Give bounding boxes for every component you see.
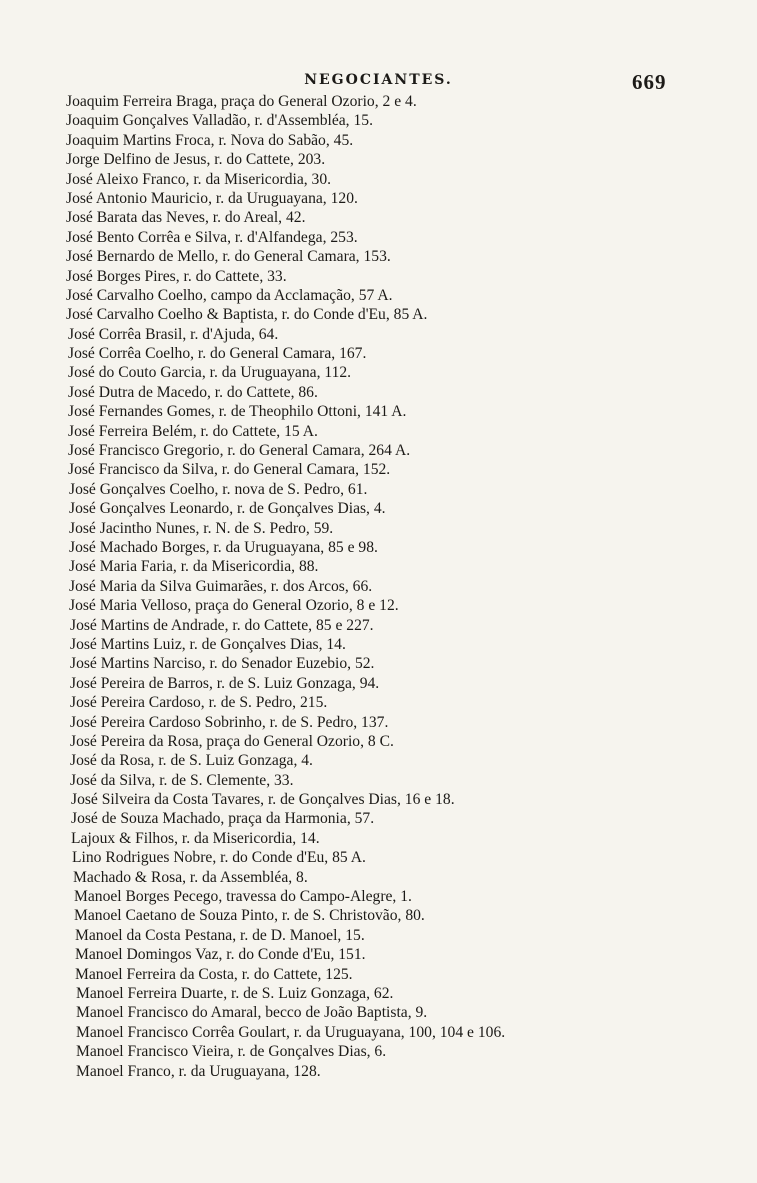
list-item: José Machado Borges, r. da Uruguayana, 85 e 98.	[69, 538, 378, 556]
list-item: José Jacintho Nunes, r. N. de S. Pedro, 59.	[69, 519, 334, 537]
list-item: Lino Rodrigues Nobre, r. do Conde d'Eu, 85 A.	[72, 849, 366, 867]
list-item: Manoel Ferreira Duarte, r. de S. Luiz Gonzaga, 62.	[76, 984, 394, 1002]
list-item: José Pereira da Rosa, praça do General Ozorio, 8 C.	[70, 732, 394, 750]
page-title: NEGOCIANTES.	[304, 72, 453, 88]
list-item: José Bernardo de Mello, r. do General Camara, 153.	[66, 248, 391, 266]
list-item: Joaquim Ferreira Braga, praça do General Ozorio, 2 e 4.	[66, 93, 417, 110]
list-item: José Silveira da Costa Tavares, r. de Gonçalves Dias, 16 e 18.	[71, 791, 455, 809]
list-item: José da Rosa, r. de S. Luiz Gonzaga, 4.	[70, 752, 313, 770]
list-item: José Bento Corrêa e Silva, r. d'Alfandega, 253.	[66, 228, 358, 246]
list-item: José de Souza Machado, praça da Harmonia, 57.	[71, 810, 375, 828]
list-item: Manoel Caetano de Souza Pinto, r. de S. Christovão, 80.	[74, 907, 425, 925]
list-item: Manoel Borges Pecego, travessa do Campo-Alegre, 1.	[74, 888, 412, 906]
list-item: José Gonçalves Leonardo, r. de Gonçalves Dias, 4.	[69, 500, 386, 518]
list-item: José Gonçalves Coelho, r. nova de S. Pedro, 61.	[69, 480, 368, 498]
list-item: José Maria Velloso, praça do General Ozorio, 8 e 12.	[69, 597, 399, 615]
page-number: 669	[632, 70, 667, 94]
list-item: José Corrêa Brasil, r. d'Ajuda, 64.	[68, 325, 279, 343]
list-item: Joaquim Martins Froca, r. Nova do Sabão, 45.	[66, 131, 354, 149]
list-item: José Martins Luiz, r. de Gonçalves Dias, 14.	[70, 635, 346, 653]
list-item: Manoel Domingos Vaz, r. do Conde d'Eu, 151.	[75, 946, 366, 964]
list-item: José Maria da Silva Guimarães, r. dos Arcos, 66.	[69, 577, 373, 595]
list-item: José Ferreira Belém, r. do Cattete, 15 A.	[68, 422, 318, 440]
list-item: José da Silva, r. de S. Clemente, 33.	[70, 771, 294, 789]
list-item: José Aleixo Franco, r. da Misericordia, 30.	[66, 170, 332, 188]
list-item: José Francisco da Silva, r. do General Camara, 152.	[68, 461, 391, 479]
list-item: Manoel Francisco Corrêa Goulart, r. da Uruguayana, 100, 104 e 106.	[76, 1023, 506, 1041]
list-item: José Pereira Cardoso, r. de S. Pedro, 215.	[70, 694, 328, 712]
list-item: José Borges Pires, r. do Cattete, 33.	[66, 267, 287, 285]
list-item: José Pereira de Barros, r. de S. Luiz Gonzaga, 94.	[70, 674, 380, 692]
list-item: José Maria Faria, r. da Misericordia, 88.	[69, 558, 319, 576]
list-item: José Antonio Mauricio, r. da Uruguayana, 120.	[66, 189, 358, 207]
list-item: José do Couto Garcia, r. da Uruguayana, 112.	[68, 364, 352, 382]
list-item: José Francisco Gregorio, r. do General Camara, 264 A.	[68, 442, 411, 460]
list-item: José Corrêa Coelho, r. do General Camara, 167.	[68, 345, 367, 363]
list-item: Manoel Francisco Vieira, r. de Gonçalves Dias, 6.	[76, 1043, 387, 1061]
list-item: José Dutra de Macedo, r. do Cattete, 86.	[68, 383, 318, 401]
list-item: Lajoux & Filhos, r. da Misericordia, 14.	[71, 829, 320, 847]
list-item: Manoel da Costa Pestana, r. de D. Manoel, 15.	[75, 926, 365, 944]
list-item: José Martins de Andrade, r. do Cattete, 85 e 227.	[70, 616, 374, 634]
list-item: José Barata das Neves, r. do Areal, 42.	[66, 209, 306, 227]
list-item: Manoel Franco, r. da Uruguayana, 128.	[76, 1062, 321, 1080]
list-item: José Martins Narciso, r. do Senador Euzebio, 52.	[70, 655, 375, 673]
list-item: Joaquim Gonçalves Valladão, r. d'Assembléa, 15.	[66, 112, 373, 130]
list-item: Jorge Delfino de Jesus, r. do Cattete, 203.	[66, 151, 326, 169]
list-item: Manoel Ferreira da Costa, r. do Cattete, 125.	[75, 965, 353, 983]
list-item: Manoel Francisco do Amaral, becco de João Baptista, 9.	[76, 1004, 428, 1022]
list-item: Machado & Rosa, r. da Assembléa, 8.	[73, 868, 308, 886]
list-item: José Fernandes Gomes, r. de Theophilo Ottoni, 141 A.	[68, 403, 407, 421]
list-item: José Carvalho Coelho & Baptista, r. do Conde d'Eu, 85 A.	[66, 306, 428, 324]
list-item: José Carvalho Coelho, campo da Acclamação, 57 A.	[66, 286, 393, 304]
list-item: José Pereira Cardoso Sobrinho, r. de S. Pedro, 137.	[70, 713, 389, 731]
merchant-list	[66, 92, 736, 1081]
